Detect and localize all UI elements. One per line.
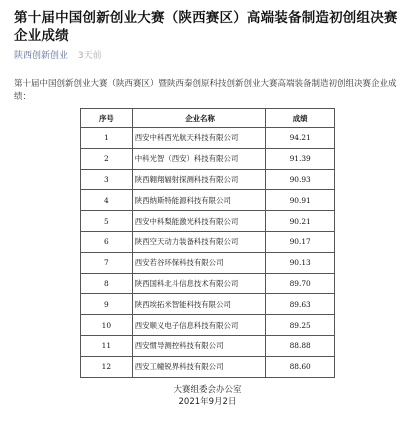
footer-org: 大赛组委会办公室	[173, 384, 242, 395]
row-company-name: 西安中科西光航天科技有限公司	[132, 128, 266, 149]
table-row	[81, 273, 335, 294]
row-company-name: 陕西翱翔辐射探测科技有限公司	[132, 169, 266, 190]
header-company-name: 企业名称	[132, 109, 266, 128]
table-row	[81, 231, 335, 252]
table-row	[81, 315, 335, 336]
row-index: 12	[81, 356, 133, 377]
header-score: 成绩	[266, 109, 335, 128]
row-company-name: 陕西国科北斗信息技术有限公司	[132, 273, 266, 294]
score-table-body	[81, 128, 335, 378]
row-company-name: 中科光智（西安）科技有限公司	[132, 148, 266, 169]
table-row	[81, 356, 335, 377]
row-index: 4	[81, 190, 133, 211]
row-score: 88.60	[266, 356, 335, 377]
article-intro: 第十届中国创新创业大赛（陕西赛区）暨陕西秦创原科技创新创业大赛高端装备制造初创组决赛企业成绩：	[14, 79, 397, 102]
row-company-name: 西安惯导测控科技有限公司	[132, 335, 266, 356]
row-index: 10	[81, 315, 133, 336]
footer-date: 2021年9月2日	[178, 396, 237, 407]
header-index: 序号	[81, 109, 133, 128]
row-index: 9	[81, 294, 133, 315]
author-link[interactable]: 陕西创新创业	[14, 51, 69, 61]
row-index: 6	[81, 231, 133, 252]
row-company-name: 西安工幢锐界科技有限公司	[132, 356, 266, 377]
table-row	[81, 252, 335, 273]
row-company-name: 陕西埃拓米智能科技有限公司	[132, 294, 266, 315]
row-score: 89.63	[266, 294, 335, 315]
row-company-name: 陕西纳斯特能源科技有限公司	[132, 190, 266, 211]
article-footer	[14, 384, 401, 408]
score-table	[80, 108, 335, 378]
row-score: 90.13	[266, 252, 335, 273]
row-index: 2	[81, 148, 133, 169]
table-row	[81, 211, 335, 232]
table-row	[81, 190, 335, 211]
row-score: 89.25	[266, 315, 335, 336]
row-score: 91.39	[266, 148, 335, 169]
article-meta	[14, 50, 401, 62]
row-score: 88.88	[266, 335, 335, 356]
article-title: 第十届中国创新创业大赛（陕西赛区）高端装备制造初创组决赛企业成绩	[14, 10, 398, 44]
table-row	[81, 148, 335, 169]
row-index: 1	[81, 128, 133, 149]
row-score: 89.70	[266, 273, 335, 294]
table-row	[81, 294, 335, 315]
publish-time: 3天前	[77, 51, 102, 61]
row-score: 90.17	[266, 231, 335, 252]
row-company-name: 西安顺义电子信息科技有限公司	[132, 315, 266, 336]
row-score: 90.91	[266, 190, 335, 211]
row-score: 94.21	[266, 128, 335, 149]
row-company-name: 西安中科梨能激光科技有限公司	[132, 211, 266, 232]
table-row	[81, 128, 335, 149]
row-index: 5	[81, 211, 133, 232]
row-index: 8	[81, 273, 133, 294]
row-score: 90.21	[266, 211, 335, 232]
row-company-name: 西安若谷环保科技有限公司	[132, 252, 266, 273]
table-row	[81, 169, 335, 190]
row-index: 7	[81, 252, 133, 273]
row-score: 90.93	[266, 169, 335, 190]
row-index: 11	[81, 335, 133, 356]
row-company-name: 陕西空天动力装备科技有限公司	[132, 231, 266, 252]
row-index: 3	[81, 169, 133, 190]
table-row	[81, 335, 335, 356]
table-header-row	[81, 109, 335, 128]
